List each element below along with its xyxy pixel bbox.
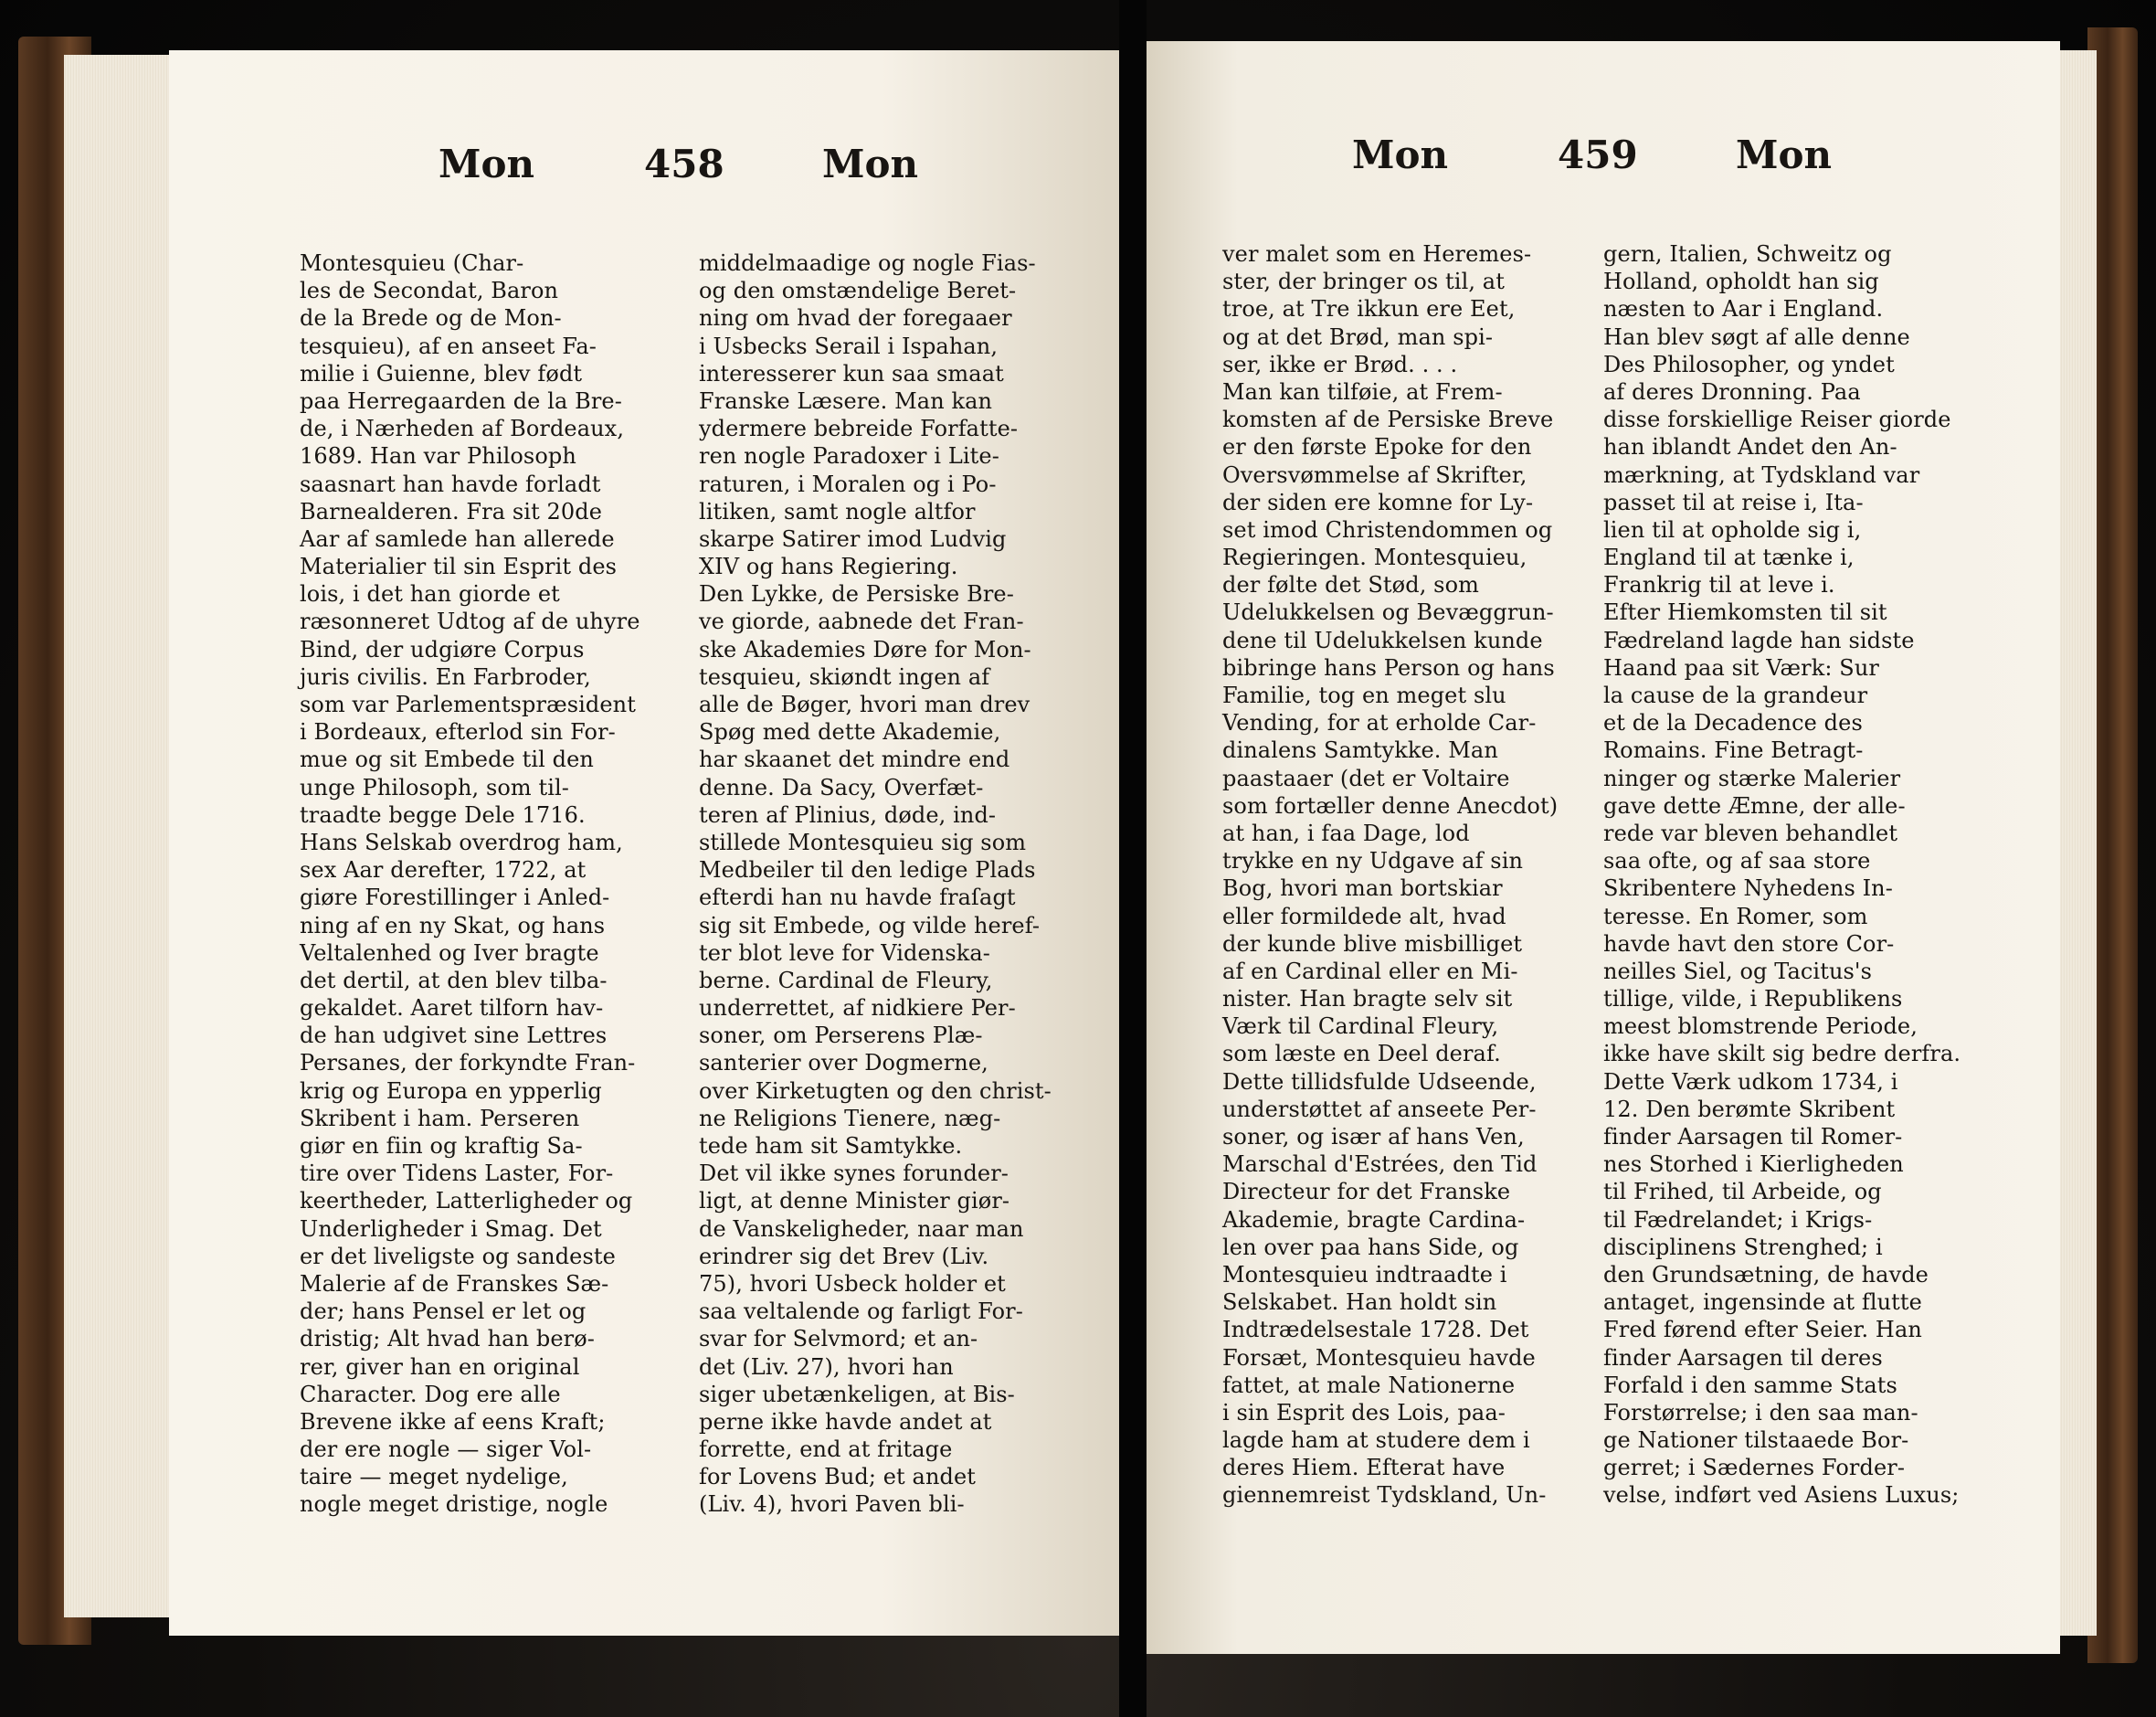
text-line: ver malet som en Heremes-	[1222, 241, 1532, 267]
text-line: giøre Forestillinger i Anled-	[300, 885, 610, 911]
text-line: velse, indført ved Asiens Luxus;	[1603, 1482, 1960, 1509]
text-line: ikke have skilt sig bedre derfra.	[1603, 1041, 1961, 1067]
text-line: Han blev søgt af alle denne	[1603, 323, 1910, 350]
text-line: saa ofte, og af saa store	[1603, 848, 1871, 874]
text-line: Medbeiler til den ledige Plads	[699, 857, 1036, 884]
text-line: af en Cardinal eller en Mi-	[1222, 958, 1518, 984]
text-line: Man kan tilføie, at Frem-	[1222, 378, 1503, 405]
text-line: passet til at reise i, Ita-	[1603, 489, 1864, 515]
text-line: disciplinens Strenghed; i	[1603, 1234, 1883, 1260]
text-line: efterdi han nu havde fraſagt	[699, 885, 1016, 911]
text-line: gave dette Æmne, der alle-	[1603, 792, 1906, 819]
text-line: Det vil ikke synes forunder-	[699, 1161, 1009, 1187]
text-line: underrettet, af nidkiere Per-	[699, 995, 1016, 1022]
text-line: ne Religions Tienere, næg-	[699, 1105, 1001, 1131]
text-line: teren af Plinius, døde, ind-	[699, 801, 997, 828]
left-page-header-left-word: Mon	[439, 142, 535, 186]
text-line: litiken, samt nogle altfor	[699, 498, 976, 525]
text-line: Frankrig til at leve i.	[1603, 572, 1835, 599]
text-line: troe, at Tre ikkun ere Eet,	[1222, 296, 1516, 323]
text-line: interesserer kun saa smaat	[699, 360, 1004, 387]
text-line: trykke en ny Udgave af sin	[1222, 848, 1524, 874]
text-line: dristig; Alt hvad han berø-	[300, 1326, 595, 1352]
text-line: er den første Epoke for den	[1222, 434, 1532, 461]
text-line: gerret; i Sædernes Forder-	[1603, 1455, 1906, 1481]
text-line: 75), hvori Usbeck holder et	[699, 1270, 1006, 1297]
left-page-column-2	[699, 249, 1052, 1519]
text-line: ve giorde, aabnede det Fran-	[699, 609, 1024, 635]
text-line: Skribent i ham. Perseren	[300, 1105, 580, 1131]
text-line: Persanes, der forkyndte Fran-	[300, 1050, 636, 1076]
left-page-edges	[64, 55, 174, 1617]
text-line: som var Parlementspræsident	[300, 692, 636, 717]
text-line: Malerie af de Franskes Sæ-	[300, 1270, 609, 1297]
text-line: Underligheder i Smag. Det	[300, 1215, 602, 1242]
text-line: rede var bleven behandlet	[1603, 820, 1898, 846]
text-line: (Liv. 4), hvori Paven bli-	[699, 1491, 965, 1518]
text-line: nogle meget dristige, nogle	[300, 1491, 608, 1518]
text-line: Fædreland lagde han sidste	[1603, 627, 1915, 653]
text-line: for Lovens Bud; et andet	[699, 1464, 977, 1490]
text-line: Character. Dog ere alle	[300, 1381, 561, 1407]
text-line: Forsæt, Montesquieu havde	[1222, 1344, 1536, 1371]
text-line: det dertil, at den blev tilba-	[300, 967, 608, 993]
text-line: giennemreist Tydskland, Un-	[1222, 1482, 1547, 1509]
text-line: fattet, at male Nationerne	[1222, 1372, 1516, 1398]
text-line: erindrer sig det Brev (Liv.	[699, 1243, 989, 1269]
text-line: saa veltalende og farligt For-	[699, 1298, 1023, 1325]
text-line: ske Akademies Døre for Mon-	[699, 636, 1031, 662]
text-line: paa Herregaarden de la Bre-	[300, 387, 622, 414]
text-line: Materialier til sin Esprit des	[300, 554, 618, 580]
left-page-column-1	[300, 249, 640, 1519]
text-line: neilles Siel, og Tacitus's	[1603, 958, 1873, 984]
text-line: paastaaer (det er Voltaire	[1222, 765, 1510, 791]
text-line: lois, i det han giorde et	[300, 581, 560, 608]
text-line: rer, giver han en original	[300, 1353, 580, 1380]
text-line: er det liveligste og sandeste	[300, 1243, 616, 1269]
text-line: i Usbecks Serail i Ispahan,	[699, 333, 999, 359]
text-line: havde havt den store Cor-	[1603, 930, 1895, 957]
text-line: Spøg med dette Akademie,	[699, 719, 1001, 746]
text-line: at han, i faa Dage, lod	[1222, 820, 1470, 846]
text-line: santerier over Dogmerne,	[699, 1050, 988, 1076]
text-line: over Kirketugten og den christ-	[699, 1077, 1052, 1104]
text-line: Directeur for det Franske	[1222, 1179, 1511, 1205]
text-line: nister. Han bragte selv sit	[1222, 986, 1513, 1012]
text-line: England til at tænke i,	[1603, 545, 1855, 571]
text-line: har skaanet det mindre end	[699, 747, 1010, 773]
text-line: Oversvømmelse af Skrifter,	[1222, 461, 1527, 488]
text-line: som læste en Deel deraf.	[1222, 1041, 1501, 1067]
text-line: la cause de la grandeur	[1603, 683, 1868, 708]
text-line: i Bordeaux, efterlod sin For-	[300, 719, 616, 746]
right-page-header-right-word: Mon	[1736, 132, 1833, 177]
text-line: meest blomstrende Periode,	[1603, 1013, 1918, 1040]
text-line: finder Aarsagen til deres	[1603, 1344, 1883, 1371]
text-line: som fortæller denne Anecdot)	[1222, 792, 1559, 819]
text-line: Udelukkelsen og Bevæggrun-	[1222, 599, 1554, 626]
text-line: Forstørrelse; i den saa man-	[1603, 1399, 1918, 1426]
text-line: raturen, i Moralen og i Po-	[699, 471, 997, 497]
text-line: ter blot leve for Videnska-	[699, 939, 991, 966]
text-line: ydermere bebreide Forfatte-	[699, 416, 1019, 442]
text-line: lagde ham at studere dem i	[1222, 1427, 1530, 1454]
text-line: tire over Tidens Laster, For-	[300, 1161, 614, 1187]
text-line: og den omstændelige Beret-	[699, 278, 1017, 304]
right-page-number: 459	[1558, 132, 1638, 177]
text-line: det (Liv. 27), hvori han	[699, 1353, 954, 1380]
text-line: finder Aarsagen til Romer-	[1603, 1124, 1903, 1150]
text-line: traadte begge Dele 1716.	[300, 801, 586, 828]
text-line: de han udgivet sine Lettres	[300, 1023, 608, 1049]
text-line: Dette tillidsfulde Udseende,	[1222, 1068, 1537, 1095]
text-line: til Fædrelandet; i Krigs-	[1603, 1206, 1873, 1233]
text-line: komsten af de Persiske Breve	[1222, 407, 1554, 433]
text-line: antaget, ingensinde at flutte	[1603, 1289, 1922, 1316]
text-line: Regieringen. Montesquieu,	[1222, 545, 1527, 571]
text-line: 1689. Han var Philosoph	[300, 443, 576, 470]
right-page-column-1	[1222, 240, 1558, 1510]
text-line: teresse. En Romer, som	[1603, 903, 1868, 929]
text-line: tillige, vilde, i Republikens	[1603, 986, 1903, 1012]
text-line: taire — meget nydelige,	[300, 1464, 568, 1490]
text-line: der; hans Pensel er let og	[300, 1298, 587, 1325]
text-line: 12. Den berømte Skribent	[1603, 1096, 1896, 1122]
text-line: alle de Bøger, hvori man drev	[699, 692, 1030, 717]
left-page-number: 458	[644, 142, 724, 186]
text-line: krig og Europa en ypperlig	[300, 1077, 602, 1104]
text-line: Bog, hvori man bortskiar	[1222, 875, 1503, 902]
text-line: i sin Esprit des Lois, paa-	[1222, 1399, 1506, 1426]
right-page-header-left-word: Mon	[1352, 132, 1449, 177]
text-line: ge Nationer tilstaaede Bor-	[1603, 1427, 1909, 1454]
text-line: de la Brede og de Mon-	[300, 305, 562, 332]
text-line: ser, ikke er Brød. . . .	[1222, 351, 1458, 377]
text-line: disse forskiellige Reiser giorde	[1603, 407, 1951, 433]
text-line: understøttet af anseete Per-	[1222, 1096, 1537, 1122]
text-line: Romains. Fine Betragt-	[1603, 737, 1864, 764]
text-line: gern, Italien, Schweitz og	[1603, 241, 1892, 267]
text-line: svar for Selvmord; et an-	[699, 1326, 978, 1352]
text-line: soner, om Perserens Plæ-	[699, 1023, 983, 1049]
text-line: ræsonneret Udtog af de uhyre	[300, 609, 640, 635]
text-line: tesquieu, skiøndt ingen af	[699, 663, 990, 690]
text-line: ligt, at denne Minister giør-	[699, 1188, 1010, 1214]
text-line: ren nogle Paradoxer i Lite-	[699, 443, 999, 470]
text-line: siger ubetænkeligen, at Bis-	[699, 1381, 1015, 1407]
text-line: Vending, for at erholde Car-	[1222, 710, 1537, 737]
text-line: Skribentere Nyhedens In-	[1603, 875, 1893, 902]
text-line: af deres Dronning. Paa	[1603, 378, 1861, 405]
text-line: ster, der bringer os til, at	[1222, 269, 1505, 295]
text-line: set imod Christendommen og	[1222, 516, 1553, 543]
text-line: Værk til Cardinal Fleury,	[1222, 1013, 1499, 1040]
text-line: dene til Udelukkelsen kunde	[1222, 627, 1543, 653]
text-line: dinalens Samtykke. Man	[1222, 737, 1498, 764]
left-page	[169, 50, 1119, 1636]
text-line: sex Aar derefter, 1722, at	[300, 857, 587, 884]
text-line: giør en fiin og kraftig Sa-	[300, 1133, 583, 1159]
text-line: berne. Cardinal de Fleury,	[699, 967, 993, 993]
text-line: middelmaadige og nogle Fias-	[699, 250, 1036, 276]
text-line: Efter Hiemkomsten til sit	[1603, 599, 1887, 626]
text-line: Franske Læsere. Man kan	[699, 387, 993, 414]
text-line: bibringe hans Person og hans	[1222, 654, 1555, 681]
text-line: Marschal d'Estrées, den Tid	[1222, 1151, 1538, 1178]
gutter-divider	[1119, 0, 1147, 1717]
text-line: ning af en ny Skat, og hans	[300, 912, 606, 938]
text-line: lien til at opholde sig i,	[1603, 516, 1862, 543]
text-line: Selskabet. Han holdt sin	[1222, 1289, 1497, 1316]
text-line: gekaldet. Aaret tilforn hav-	[300, 995, 604, 1022]
text-line: der følte det Stød, som	[1222, 572, 1479, 599]
text-line: ninger og stærke Malerier	[1603, 765, 1901, 791]
text-line: den Grundsætning, de havde	[1603, 1261, 1929, 1288]
text-line: de Vanskeligheder, naar man	[699, 1215, 1024, 1242]
text-line: Barnealderen. Fra sit 20de	[300, 498, 603, 525]
text-line: Forfald i den samme Stats	[1603, 1372, 1897, 1398]
text-line: Veltalenhed og Iver bragte	[300, 939, 599, 966]
text-line: han iblandt Andet den An-	[1603, 434, 1897, 461]
text-line: Fred førend efter Seier. Han	[1603, 1317, 1922, 1343]
text-line: Aar af samlede han allerede	[300, 525, 615, 552]
text-line: unge Philosoph, som til-	[300, 774, 570, 800]
text-line: juris civilis. En Farbroder,	[300, 663, 591, 690]
text-line: Montesquieu (Char-	[300, 250, 524, 276]
text-line: XIV og hans Regiering.	[699, 554, 958, 580]
text-line: tede ham sit Samtykke.	[699, 1133, 963, 1159]
text-line: len over paa hans Side, og	[1222, 1234, 1519, 1260]
text-line: et de la Decadence des	[1603, 710, 1863, 737]
text-line: eller formildede alt, hvad	[1222, 903, 1506, 929]
text-line: nes Storhed i Kierligheden	[1603, 1151, 1904, 1178]
left-page-header-right-word: Mon	[822, 142, 919, 186]
text-line: Holland, opholdt han sig	[1603, 269, 1879, 295]
text-line: der kunde blive misbilliget	[1222, 930, 1523, 957]
text-line: saasnart han havde forladt	[300, 471, 601, 497]
text-line: mærkning, at Tydskland var	[1603, 461, 1920, 488]
text-line: denne. Da Sacy, Overfæt-	[699, 774, 984, 800]
text-line: ning om hvad der foregaaer	[699, 305, 1012, 332]
text-line: Dette Værk udkom 1734, i	[1603, 1068, 1898, 1095]
text-line: sig sit Embede, og vilde heref-	[699, 912, 1041, 938]
text-line: tesquieu), af en anseet Fa-	[300, 333, 597, 359]
text-line: forrette, end at fritage	[699, 1436, 953, 1463]
text-line: Indtrædelsestale 1728. Det	[1222, 1317, 1529, 1343]
text-line: der siden ere komne for Ly-	[1222, 489, 1534, 515]
text-line: Haand paa sit Værk: Sur	[1603, 654, 1879, 681]
text-line: Brevene ikke af eens Kraft;	[300, 1408, 606, 1435]
text-line: skarpe Satirer imod Ludvig	[699, 525, 1007, 552]
text-line: soner, og især af hans Ven,	[1222, 1124, 1525, 1150]
text-line: og at det Brød, man spi-	[1222, 323, 1494, 350]
text-line: Des Philosopher, og yndet	[1603, 351, 1895, 377]
text-line: Akademie, bragte Cardina-	[1222, 1206, 1526, 1233]
text-line: Den Lykke, de Persiske Bre-	[699, 581, 1014, 608]
text-line: Montesquieu indtraadte i	[1222, 1261, 1507, 1288]
text-line: til Frihed, til Arbeide, og	[1603, 1179, 1882, 1205]
text-line: de, i Nærheden af Bordeaux,	[300, 416, 625, 442]
text-line: perne ikke havde andet at	[699, 1408, 992, 1435]
text-line: der ere nogle — siger Vol-	[300, 1436, 592, 1463]
right-page-column-2	[1603, 240, 1960, 1510]
text-line: les de Secondat, Baron	[300, 278, 559, 304]
text-line: næsten to Aar i England.	[1603, 296, 1884, 323]
text-line: Familie, tog en meget slu	[1222, 683, 1506, 708]
text-line: milie i Guienne, blev født	[300, 360, 583, 387]
text-line: deres Hiem. Efterat have	[1222, 1455, 1506, 1481]
text-line: keertheder, Latterligheder og	[300, 1188, 633, 1214]
right-page	[1147, 41, 2060, 1654]
text-line: Hans Selskab overdrog ham,	[300, 829, 623, 855]
text-line: Bind, der udgiøre Corpus	[300, 636, 585, 662]
text-line: stillede Montesquieu sig som	[699, 829, 1027, 855]
text-line: mue og sit Embede til den	[300, 747, 594, 773]
